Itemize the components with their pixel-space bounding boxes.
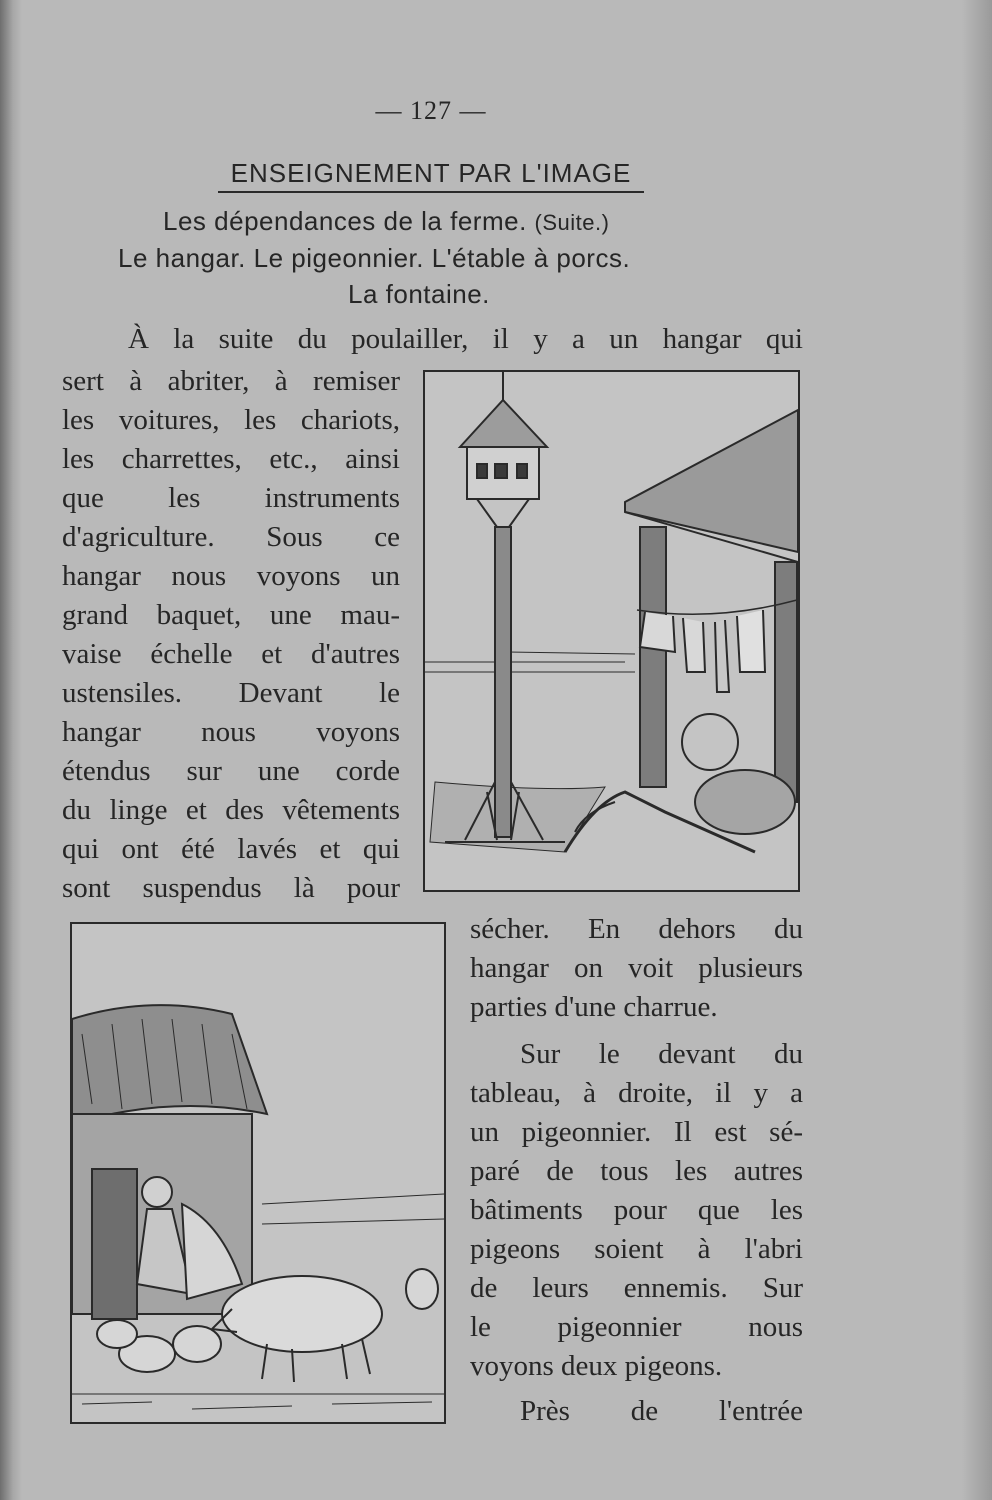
body-line: parties d'une charrue. (470, 991, 718, 1023)
page-number: — 127 — (375, 96, 487, 125)
subtitle-main: Les dépendances de la ferme. (163, 206, 527, 236)
body-line: vaise échelle et d'autres (62, 638, 400, 670)
subtitle-line-3: La fontaine. (348, 279, 490, 309)
body-line: hangar nous voyons un (62, 560, 400, 592)
body-line: sert à abriter, à remiser (62, 365, 400, 397)
body-line: sont suspendus là pour (62, 872, 400, 904)
body-line: de leurs ennemis. Sur (470, 1272, 803, 1304)
etable-porcs-drawing (72, 924, 444, 1422)
subtitle-line-1 (163, 206, 609, 237)
body-line: qui ont été lavés et qui (62, 833, 400, 865)
subtitle-suite: (Suite.) (534, 210, 610, 235)
body-line: grand baquet, une mau- (62, 599, 400, 631)
body-line: voyons deux pigeons. (470, 1350, 723, 1382)
section-title: ENSEIGNEMENT PAR L'IMAGE (218, 158, 644, 193)
body-line: les voitures, les chariots, (62, 404, 400, 436)
body-line: du linge et des vêtements (62, 794, 400, 826)
body-line: À la suite du poulailler, il y a un hangar qui (128, 323, 803, 355)
hangar-pigeonnier-drawing (425, 372, 798, 890)
body-line: tableau, à droite, il y a (470, 1077, 803, 1109)
body-line: hangar on voit plusieurs (470, 952, 803, 984)
etable-porcs-illustration (70, 922, 446, 1424)
body-line: sécher. En dehors du (470, 913, 803, 945)
body-line: Près de l'entrée (520, 1395, 803, 1427)
body-line: un pigeonnier. Il est sé- (470, 1116, 803, 1148)
body-line: pigeons soient à l'abri (470, 1233, 803, 1265)
body-line: les charrettes, etc., ainsi (62, 443, 400, 475)
body-line: d'agriculture. Sous ce (62, 521, 400, 553)
body-line: paré de tous les autres (470, 1155, 803, 1187)
body-line: que les instruments (62, 482, 400, 514)
body-line: ustensiles. Devant le (62, 677, 400, 709)
body-line: hangar nous voyons (62, 716, 400, 748)
page-edge-shadow (962, 0, 992, 1500)
body-line: bâtiments pour que les (470, 1194, 803, 1226)
hangar-pigeonnier-illustration (423, 370, 800, 892)
subtitle-line-2: Le hangar. Le pigeonnier. L'étable à porcs. (118, 243, 631, 273)
body-line: étendus sur une corde (62, 755, 400, 787)
body-line: Sur le devant du (520, 1038, 803, 1070)
body-line: le pigeonnier nous (470, 1311, 803, 1343)
book-spine-shadow (0, 0, 22, 1500)
